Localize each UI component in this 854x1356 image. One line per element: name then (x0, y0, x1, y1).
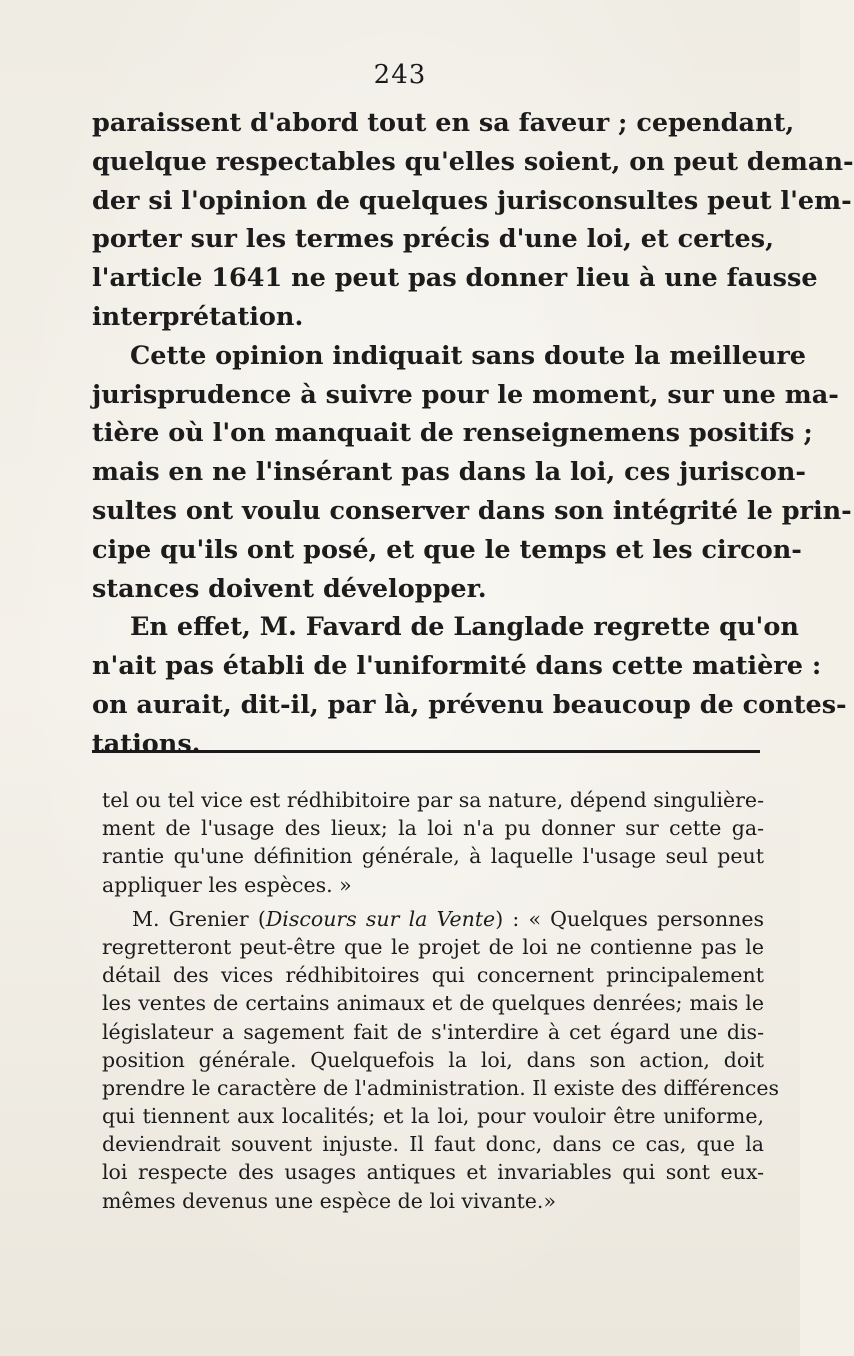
note-line: position générale. Quelquefois la loi, dans son action, doit (102, 1047, 764, 1072)
text-line: Cette opinion indiquait sans doute la meilleure (130, 340, 807, 371)
text-line: tations. (92, 728, 201, 759)
note-line: législateur a sagement fait de s'interdire à cet égard une dis- (102, 1019, 764, 1044)
text-line: on aurait, dit-il, par là, prévenu beaucoup de contes- (92, 689, 847, 720)
footnote-continuation (102, 786, 764, 899)
note-line: regretteront peut-être que le projet de loi ne contienne pas le (102, 934, 764, 959)
footnote-grenier (102, 905, 780, 1215)
note-line: mêmes devenus une espèce de loi vivante.» (102, 1188, 556, 1213)
note-line: deviendrait souvent injuste. Il faut donc, dans ce cas, que la (102, 1132, 764, 1157)
note-quote-start: : « Quelques personnes (503, 906, 765, 931)
text-line: stances doivent développer. (92, 573, 487, 604)
paragraph-3 (92, 608, 847, 763)
text-line: der si l'opinion de quelques jurisconsultes peut l'em- (92, 185, 852, 216)
note-line: les ventes de certains animaux et de quelques denrées; mais le (102, 991, 764, 1016)
text-line: porter sur les termes précis d'une loi, et certes, (92, 224, 775, 255)
text-line: tière où l'on manquait de renseignemens positifs ; (92, 418, 813, 449)
note-line: M. Grenier (Discours sur la Vente) : « Quelques personnes (132, 906, 765, 931)
text-line: sultes ont voulu conserver dans son intégrité le prin- (92, 495, 852, 526)
paragraph-2 (92, 337, 852, 609)
page-number: 243 (373, 60, 427, 90)
note-author: M. Grenier (132, 906, 249, 931)
note-line: ment de l'usage des lieux; la loi n'a pu donner sur cette ga- (102, 816, 764, 841)
footnotes (102, 786, 780, 1221)
footnote-separator-rule (92, 750, 760, 753)
main-text (92, 104, 854, 764)
note-line: détail des vices rédhibitoires qui concernent principalement (102, 963, 764, 988)
text-line: paraissent d'abord tout en sa faveur ; cependant, (92, 108, 795, 138)
text-line: mais en ne l'insérant pas dans la loi, ces juriscon- (92, 457, 806, 488)
note-line: rantie qu'une définition générale, à laquelle l'usage seul peut (102, 844, 764, 869)
note-line: prendre le caractère de l'administration. Il existe des différences (102, 1075, 780, 1100)
text-line: jurisprudence à suivre pour le moment, sur une ma- (92, 379, 839, 410)
text-line: En effet, M. Favard de Langlade regrette qu'on (130, 612, 799, 643)
text-line: l'article 1641 ne peut pas donner lieu à une fausse (92, 263, 818, 294)
text-line: cipe qu'ils ont posé, et que le temps et les circon- (92, 534, 802, 565)
note-line: qui tiennent aux localités; et la loi, pour vouloir être uniforme, (102, 1104, 764, 1129)
text-line: quelque respectables qu'elles soient, on peut deman- (92, 146, 854, 177)
text-line: n'ait pas établi de l'uniformité dans cette matière : (92, 651, 822, 682)
note-line: loi respecte des usages antiques et invariables qui sont eux- (102, 1160, 764, 1185)
note-work-title: Discours sur la Vente (265, 906, 496, 931)
paragraph-1 (92, 104, 854, 337)
text-line: interprétation. (92, 301, 304, 332)
note-line: tel ou tel vice est rédhibitoire par sa nature, dépend singulière- (102, 788, 764, 812)
note-line: appliquer les espèces. » (102, 872, 352, 897)
